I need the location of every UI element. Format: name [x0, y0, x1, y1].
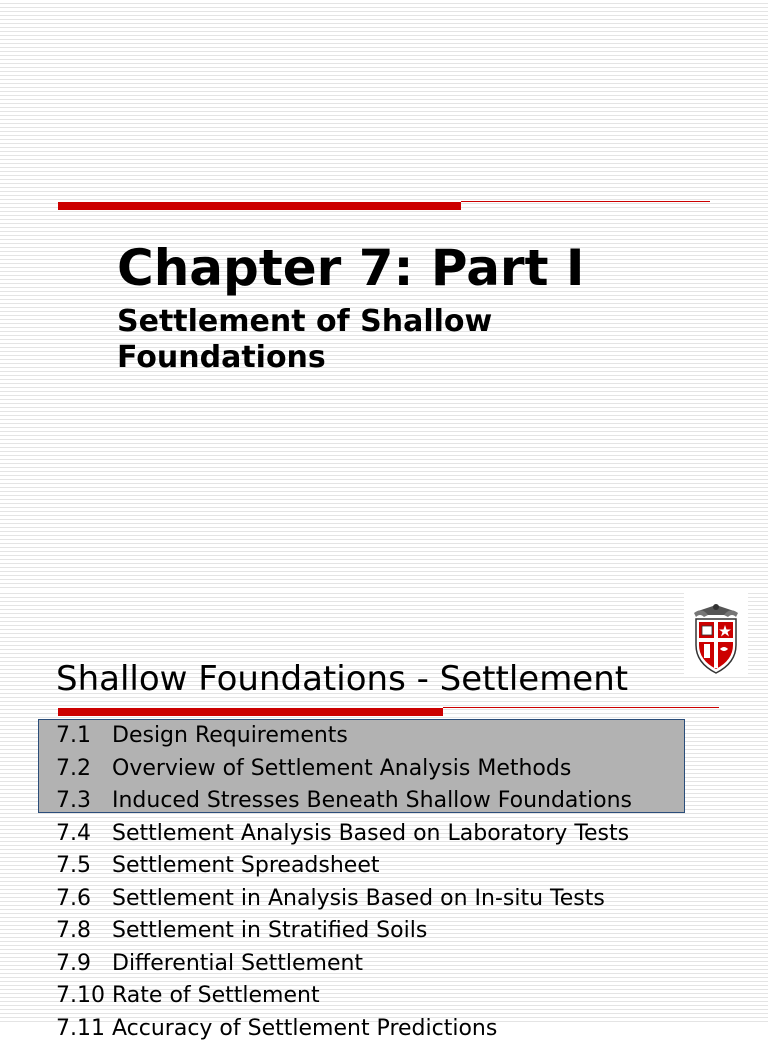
- slide-subtitle: Settlement of Shallow Foundations: [117, 304, 637, 376]
- toc-item-text: Induced Stresses Beneath Shallow Foundations: [112, 785, 632, 818]
- title-accent-rule-thin: [461, 201, 710, 202]
- toc-item-number: 7.6: [56, 883, 112, 916]
- toc-item-text: Settlement Spreadsheet: [112, 850, 380, 883]
- toc-item: [56, 753, 632, 786]
- toc-item: [56, 948, 632, 981]
- toc-item-number: 7.8: [56, 915, 112, 948]
- toc-item-text: Settlement Analysis Based on Laboratory Tests: [112, 818, 629, 851]
- toc-item-text: Design Requirements: [112, 720, 348, 753]
- contents-accent-rule-thick: [58, 708, 443, 716]
- slide-title: Shallow Foundations - Settlement: [56, 658, 628, 700]
- contents-slide: [0, 590, 768, 1024]
- toc-item-number: 7.10: [56, 980, 112, 1013]
- toc-item-text: Settlement in Analysis Based on In-situ Tests: [112, 883, 605, 916]
- toc-item-number: 7.9: [56, 948, 112, 981]
- table-of-contents: [56, 720, 632, 1045]
- toc-item: [56, 915, 632, 948]
- toc-item: [56, 818, 632, 851]
- toc-item: [56, 980, 632, 1013]
- toc-item-text: Settlement in Stratified Soils: [112, 915, 427, 948]
- toc-item: [56, 1013, 632, 1045]
- toc-item: [56, 785, 632, 818]
- toc-item-number: 7.3: [56, 785, 112, 818]
- toc-item-number: 7.2: [56, 753, 112, 786]
- contents-accent-rule-thin: [443, 707, 719, 708]
- university-seal-icon: [684, 593, 748, 675]
- slide-title: Chapter 7: Part I: [117, 238, 585, 298]
- toc-item: [56, 883, 632, 916]
- toc-item-number: 7.11: [56, 1013, 112, 1045]
- toc-item-number: 7.5: [56, 850, 112, 883]
- toc-item: [56, 720, 632, 753]
- toc-item-number: 7.4: [56, 818, 112, 851]
- toc-item-text: Rate of Settlement: [112, 980, 320, 1013]
- toc-item-number: 7.1: [56, 720, 112, 753]
- toc-item-text: Overview of Settlement Analysis Methods: [112, 753, 571, 786]
- toc-item: [56, 850, 632, 883]
- toc-item-text: Differential Settlement: [112, 948, 363, 981]
- title-accent-rule-thick: [58, 202, 461, 210]
- toc-item-text: Accuracy of Settlement Predictions: [112, 1013, 497, 1045]
